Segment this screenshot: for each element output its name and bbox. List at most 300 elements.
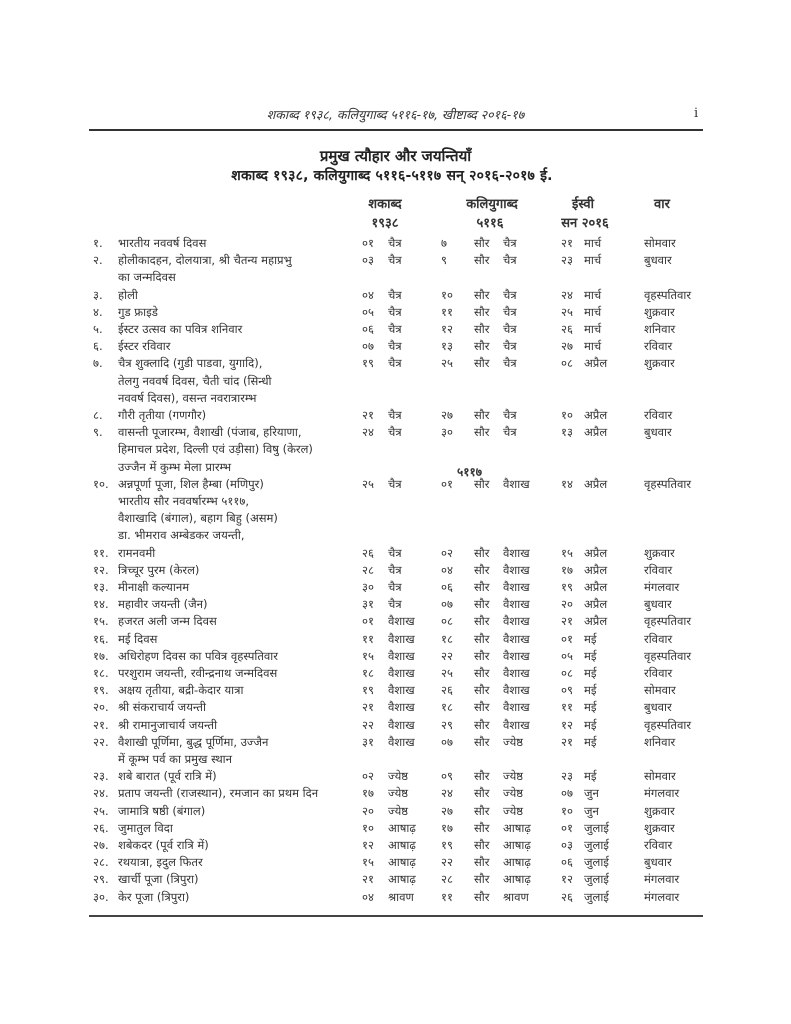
kali-saur: सौर [474, 614, 490, 629]
festival-name: भारतीय नववर्ष दिवस [118, 236, 207, 250]
row-number: २६. [93, 820, 109, 835]
festival-name: तेलगु नववर्ष दिवस, चैती चांद (सिन्धी [118, 373, 272, 388]
kali-day: २६ [441, 683, 453, 698]
festival-name: वासन्ती पूजारम्भ, वैशाखी (पंजाब, हरियाणा, [118, 425, 302, 440]
row-number: ११. [93, 545, 109, 560]
saka-day: ११ [362, 631, 374, 646]
kali-month: ज्येष्ठ [503, 734, 524, 749]
kali-day: ०२ [441, 545, 453, 560]
saka-month: चैत्र [388, 322, 402, 336]
saka-day: १९ [362, 356, 374, 371]
saka-day: ०५ [362, 304, 374, 319]
kali-saur: सौर [474, 425, 490, 440]
kali-month: चैत्र [503, 287, 517, 302]
weekday: शुक्रवार [644, 545, 675, 560]
isvi-day: ०८ [561, 666, 573, 680]
saka-day: ०७ [362, 339, 374, 354]
saka-day: ०१ [362, 236, 374, 250]
isvi-month: मार्च [584, 236, 602, 250]
saka-day: ३० [362, 580, 374, 594]
row-number: ४. [93, 304, 103, 319]
saka-day: २६ [362, 545, 374, 560]
saka-month: चैत्र [388, 236, 402, 250]
row-number: १८. [93, 666, 109, 680]
saka-day: ०४ [362, 287, 374, 302]
saka-day: २८ [362, 562, 374, 577]
saka-month: ज्येष्ठ [388, 786, 409, 801]
row-number: २९. [93, 872, 109, 887]
saka-day: २४ [362, 425, 374, 440]
kali-month: वैशाख [503, 545, 530, 560]
kali-day: २५ [441, 356, 453, 371]
kali-day: ७ [441, 236, 447, 250]
isvi-day: १० [561, 803, 573, 818]
saka-day: १५ [362, 648, 374, 663]
weekday: बुधवार [644, 855, 672, 870]
kali-day: १३ [441, 339, 453, 354]
column-header-isvi: ईस्वी [571, 197, 595, 212]
row-number: १५. [93, 614, 109, 629]
isvi-month: जुन [584, 803, 599, 818]
weekday: रविवार [644, 631, 673, 646]
saka-month: चैत्र [388, 580, 402, 594]
saka-day: ०४ [362, 889, 374, 904]
kali-day: ०९ [441, 769, 453, 784]
saka-day: २१ [362, 872, 374, 887]
kali-saur: सौर [474, 356, 490, 371]
weekday: बुधवार [644, 253, 672, 268]
isvi-day: १२ [561, 717, 573, 732]
saka-day: २२ [362, 717, 374, 732]
isvi-day: ११ [561, 700, 573, 715]
column-header-kali: कलियुगाब्द [466, 197, 518, 212]
row-number: ३. [93, 287, 103, 302]
kali-day: १९ [441, 838, 453, 852]
isvi-day: ०३ [561, 838, 573, 852]
saka-month: चैत्र [388, 253, 402, 268]
weekday: वृहस्पतिवार [644, 648, 692, 663]
festival-name: गौरी तृतीया (गणगौर) [118, 408, 207, 422]
saka-day: १८ [362, 666, 374, 680]
saka-day: १५ [362, 855, 374, 870]
row-number: २५. [93, 803, 109, 818]
festival-name: शबेकदर (पूर्व रात्रि में) [118, 838, 209, 852]
kali-saur: सौर [474, 803, 490, 818]
weekday: वृहस्पतिवार [644, 614, 692, 629]
isvi-day: २० [561, 597, 573, 612]
festival-name: श्री संकराचार्य जयन्ती [118, 700, 206, 715]
saka-month: आषाढ़ [388, 872, 416, 887]
row-number: २१. [93, 717, 109, 732]
kali-month: वैशाख [503, 597, 530, 612]
kali-day: १८ [441, 631, 453, 646]
kali-saur: सौर [474, 339, 490, 354]
kali-day: २२ [441, 855, 453, 870]
saka-month: चैत्र [388, 425, 402, 440]
isvi-day: १२ [561, 872, 573, 887]
row-number: ५. [93, 322, 103, 336]
kali-month: वैशाख [503, 648, 530, 663]
saka-month: आषाढ़ [388, 820, 416, 835]
isvi-month: मार्च [584, 253, 602, 268]
isvi-day: २४ [561, 287, 573, 302]
weekday: शुक्रवार [644, 356, 675, 371]
saka-month: ज्येष्ठ [388, 769, 409, 784]
weekday: मंगलवार [644, 786, 680, 801]
isvi-month: अप्रैल [584, 597, 608, 612]
saka-day: १० [362, 820, 374, 835]
isvi-month: मई [584, 769, 597, 784]
isvi-day: २१ [561, 734, 573, 749]
weekday: बुधवार [644, 597, 672, 612]
column-header-var: वार [654, 197, 670, 212]
isvi-month: मई [584, 700, 597, 715]
kali-month: आषाढ़ [503, 838, 531, 852]
saka-month: वैशाख [388, 700, 415, 715]
kali-saur: सौर [474, 562, 490, 577]
isvi-day: २१ [561, 236, 573, 250]
isvi-month: जुलाई [584, 872, 609, 887]
isvi-day: १० [561, 408, 573, 422]
festival-name: परशुराम जयन्ती, रवीन्द्रनाथ जन्मदिवस [118, 666, 278, 680]
kali-saur: सौर [474, 786, 490, 801]
isvi-month: मई [584, 666, 597, 680]
saka-month: चैत्र [388, 287, 402, 302]
festival-name: में कूम्भ पर्व का प्रमुख स्थान [118, 752, 233, 766]
saka-month: चैत्र [388, 562, 402, 577]
header-rule [89, 129, 703, 131]
saka-day: ०२ [362, 769, 374, 784]
kali-day: २९ [441, 717, 453, 732]
kali-month: चैत्र [503, 253, 517, 268]
festival-name: रामनवमी [118, 545, 156, 560]
kali-saur: सौर [474, 838, 490, 852]
saka-month: वैशाख [388, 734, 415, 749]
festival-name: होली [118, 287, 138, 302]
running-head: शकाब्द १९३८, कलियुगाब्द ५११६-१७, खीष्टाब्द २०१६-१७ [266, 107, 525, 122]
festival-name: केर पूजा (त्रिपुरा) [118, 889, 190, 904]
festival-name: गुड फ्राइडे [118, 304, 158, 319]
kali-saur: सौर [474, 631, 490, 646]
isvi-month: मार्च [584, 304, 602, 319]
page-number: i [694, 106, 699, 121]
saka-day: ३१ [362, 597, 374, 612]
saka-month: चैत्र [388, 356, 402, 371]
saka-day: १२ [362, 838, 374, 852]
weekday: सोमवार [644, 683, 676, 698]
kali-day: ९ [441, 253, 447, 268]
festival-name: डा. भीमराव अम्बेडकर जयन्ती, [118, 528, 245, 543]
kali-month: श्रावण [503, 889, 529, 904]
weekday: शुक्रवार [644, 820, 675, 835]
kali-saur: सौर [474, 769, 490, 784]
isvi-day: २५ [561, 304, 573, 319]
kali-month: चैत्र [503, 425, 517, 440]
festival-name: जुमातुल विदा [118, 820, 173, 835]
festival-name: वैशाखादि (बंगाल), बहाग बिहु (असम) [118, 511, 278, 526]
isvi-day: १४ [561, 476, 573, 491]
isvi-day: ०६ [561, 855, 573, 870]
row-number: ६. [93, 339, 103, 354]
footer-rule [89, 915, 703, 917]
festival-name: का जन्मदिवस [118, 270, 176, 285]
saka-month: चैत्र [388, 339, 402, 354]
kali-saur: सौर [474, 408, 490, 422]
saka-month: ज्येष्ठ [388, 803, 409, 818]
isvi-month: अप्रैल [584, 476, 608, 491]
festival-name: हजरत अली जन्म दिवस [118, 614, 217, 629]
saka-day: ०१ [362, 614, 374, 629]
weekday: बुधवार [644, 700, 672, 715]
saka-month: वैशाख [388, 683, 415, 698]
saka-month: वैशाख [388, 614, 415, 629]
kali-day: १८ [441, 700, 453, 715]
saka-month: चैत्र [388, 545, 402, 560]
weekday: रविवार [644, 339, 673, 354]
isvi-month: जुलाई [584, 820, 609, 835]
weekday: मंगलवार [644, 889, 680, 904]
kali-saur: सौर [474, 648, 490, 663]
isvi-month: मई [584, 648, 597, 663]
weekday: शनिवार [644, 734, 676, 749]
kali-saur: सौर [474, 253, 490, 268]
festival-name: अधिरोहण दिवस का पवित्र वृहस्पतिवार [118, 648, 278, 663]
kali-day: ११ [441, 889, 453, 904]
kali-saur: सौर [474, 700, 490, 715]
saka-month: वैशाख [388, 717, 415, 732]
isvi-day: ०८ [561, 356, 573, 371]
kali-month: वैशाख [503, 562, 530, 577]
weekday: शनिवार [644, 322, 676, 336]
festival-name: चैत्र शुक्लादि (गुडी पाडवा, युगादि), [118, 356, 263, 371]
kali-month: वैशाख [503, 717, 530, 732]
saka-day: २१ [362, 700, 374, 715]
isvi-month: अप्रैल [584, 356, 608, 371]
weekday: मंगलवार [644, 872, 680, 887]
isvi-month: अप्रैल [584, 425, 608, 440]
kali-day: १७ [441, 820, 453, 835]
weekday: रविवार [644, 408, 673, 422]
kali-saur: सौर [474, 545, 490, 560]
row-number: २२. [93, 734, 109, 749]
festival-name: होलीकादहन, दोलयात्रा, श्री चैतन्य महाप्रभु [118, 253, 292, 268]
row-number: २. [93, 253, 103, 268]
kali-month: चैत्र [503, 322, 517, 336]
festival-name: अन्नपूर्णा पूजा, शिल हैम्बा (मणिपुर) [118, 476, 264, 491]
kali-day: ०७ [441, 734, 453, 749]
row-number: ८. [93, 408, 103, 422]
kali-saur: सौर [474, 304, 490, 319]
isvi-day: १९ [561, 580, 573, 594]
festival-name: वैशाखी पूर्णिमा, बुद्ध पूर्णिमा, उज्जैन [118, 734, 269, 749]
isvi-month: मार्च [584, 339, 602, 354]
isvi-month: मई [584, 631, 597, 646]
kali-month: ज्येष्ठ [503, 769, 524, 784]
isvi-month: मार्च [584, 322, 602, 336]
saka-day: २१ [362, 408, 374, 422]
weekday: सोमवार [644, 769, 676, 784]
isvi-month: अप्रैल [584, 408, 608, 422]
kali-month: ज्येष्ठ [503, 803, 524, 818]
isvi-month: अप्रैल [584, 614, 608, 629]
isvi-month: जुलाई [584, 889, 609, 904]
saka-month: आषाढ़ [388, 838, 416, 852]
kali-month: चैत्र [503, 236, 517, 250]
festival-name: जामात्रि षष्ठी (बंगाल) [118, 803, 206, 818]
festival-name: श्री रामानुजाचार्य जयन्ती [118, 717, 218, 732]
row-number: १. [93, 236, 103, 250]
isvi-day: २३ [561, 253, 573, 268]
kali-month: चैत्र [503, 304, 517, 319]
saka-day: २० [362, 803, 374, 818]
row-number: १३. [93, 580, 109, 594]
kali-day: २७ [441, 408, 453, 422]
kali-month: चैत्र [503, 356, 517, 371]
kali-day: २२ [441, 648, 453, 663]
saka-month: वैशाख [388, 631, 415, 646]
kali-saur: सौर [474, 236, 490, 250]
kali-day: ०६ [441, 580, 453, 594]
column-header-kali-year: ५११६ [476, 216, 504, 231]
festival-name: रथयात्रा, इदुल फितर [118, 855, 203, 870]
festival-name: खार्ची पूजा (त्रिपुरा) [118, 872, 199, 887]
row-number: २७. [93, 838, 109, 852]
kali-day: ११ [441, 304, 453, 319]
isvi-day: २६ [561, 322, 573, 336]
isvi-day: २६ [561, 889, 573, 904]
kali-day: ०१ [441, 476, 453, 491]
saka-day: ०६ [362, 322, 374, 336]
kali-day: ३० [441, 425, 453, 440]
kali-saur: सौर [474, 820, 490, 835]
kali-saur: सौर [474, 734, 490, 749]
kali-saur: सौर [474, 580, 490, 594]
kali-month: वैशाख [503, 666, 530, 680]
row-number: २४. [93, 786, 109, 801]
row-number: १९. [93, 683, 109, 698]
festival-name: नववर्ष दिवस), वसन्त नवरात्रारम्भ [118, 390, 257, 405]
isvi-month: जुलाई [584, 855, 609, 870]
kali-saur: सौर [474, 322, 490, 336]
festival-name: अक्षय तृतीया, बद्री-केदार यात्रा [118, 683, 244, 698]
weekday: रविवार [644, 562, 673, 577]
saka-day: ३१ [362, 734, 374, 749]
row-number: १४. [93, 597, 109, 612]
festival-name: ईस्टर रविवार [118, 339, 171, 354]
isvi-month: मई [584, 683, 597, 698]
saka-day: १९ [362, 683, 374, 698]
weekday: वृहस्पतिवार [644, 476, 692, 491]
kali-saur: सौर [474, 717, 490, 732]
kali-saur: सौर [474, 287, 490, 302]
kali-day: २५ [441, 666, 453, 680]
isvi-month: अप्रैल [584, 580, 608, 594]
festival-name: महावीर जयन्ती (जैन) [118, 597, 208, 612]
page-subtitle: शकाब्द १९३८, कलियुगाब्द ५११६-५११७ सन् २०१६-२०१७ ई. [231, 168, 553, 184]
festival-name: मई दिवस [118, 631, 158, 646]
isvi-day: १७ [561, 562, 573, 577]
saka-day: २५ [362, 476, 374, 491]
festival-name: उज्जैन में कुम्भ मेला प्रारम्भ [118, 459, 232, 474]
isvi-day: १३ [561, 425, 573, 440]
kali-day: २७ [441, 803, 453, 818]
isvi-month: जुन [584, 786, 599, 801]
festival-name: त्रिच्चूर पुरम (केरल) [118, 562, 200, 577]
kali-month: वैशाख [503, 700, 530, 715]
saka-month: वैशाख [388, 648, 415, 663]
saka-month: श्रावण [388, 889, 414, 904]
isvi-month: मार्च [584, 287, 602, 302]
weekday: सोमवार [644, 236, 676, 250]
weekday: शुक्रवार [644, 803, 675, 818]
isvi-day: ०५ [561, 648, 573, 663]
kali-saur: सौर [474, 889, 490, 904]
isvi-day: ०९ [561, 683, 573, 698]
saka-month: वैशाख [388, 666, 415, 680]
column-header-isvi-year: सन २०१६ [561, 216, 609, 231]
row-number: ३०. [93, 889, 109, 904]
kali-year-change: ५११७ [457, 465, 482, 479]
saka-month: चैत्र [388, 304, 402, 319]
isvi-month: मई [584, 717, 597, 732]
kali-month: वैशाख [503, 580, 530, 594]
row-number: १६. [93, 631, 109, 646]
isvi-day: १५ [561, 545, 573, 560]
row-number: ९. [93, 425, 103, 440]
kali-month: चैत्र [503, 408, 517, 422]
saka-month: आषाढ़ [388, 855, 416, 870]
column-header-saka-year: १९३८ [371, 216, 399, 231]
saka-month: चैत्र [388, 408, 402, 422]
kali-month: आषाढ़ [503, 872, 531, 887]
kali-saur: सौर [474, 855, 490, 870]
weekday: वृहस्पतिवार [644, 287, 692, 302]
weekday: रविवार [644, 666, 673, 680]
isvi-day: २३ [561, 769, 573, 784]
isvi-day: ०१ [561, 631, 573, 646]
row-number: १०. [93, 476, 109, 491]
kali-month: आषाढ़ [503, 820, 531, 835]
kali-day: २४ [441, 786, 453, 801]
row-number: १२. [93, 562, 109, 577]
weekday: वृहस्पतिवार [644, 717, 692, 732]
weekday: शुक्रवार [644, 304, 675, 319]
kali-month: आषाढ़ [503, 855, 531, 870]
isvi-day: २७ [561, 339, 573, 354]
kali-month: चैत्र [503, 339, 517, 354]
page-title: प्रमुख त्यौहार और जयन्तियाँ [319, 147, 472, 165]
weekday: मंगलवार [644, 580, 680, 594]
festival-name: ईस्टर उत्सव का पवित्र शनिवार [118, 322, 243, 336]
isvi-month: जुलाई [584, 838, 609, 852]
kali-saur: सौर [474, 476, 490, 491]
kali-month: ज्येष्ठ [503, 786, 524, 801]
kali-saur: सौर [474, 872, 490, 887]
festival-name: भारतीय सौर नववर्षारम्भ ५११७, [118, 494, 250, 508]
weekday: रविवार [644, 838, 673, 852]
kali-saur: सौर [474, 666, 490, 680]
isvi-month: मई [584, 734, 597, 749]
saka-month: चैत्र [388, 597, 402, 612]
kali-day: १२ [441, 322, 453, 336]
kali-day: ०८ [441, 614, 453, 629]
kali-day: ०७ [441, 597, 453, 612]
festival-name: शबे बारात (पूर्व रात्रि में) [118, 769, 217, 784]
kali-month: वैशाख [503, 683, 530, 698]
festival-name: मीनाक्षी कल्यानम [118, 580, 190, 594]
saka-day: ०३ [362, 253, 374, 268]
kali-day: ०४ [441, 562, 453, 577]
